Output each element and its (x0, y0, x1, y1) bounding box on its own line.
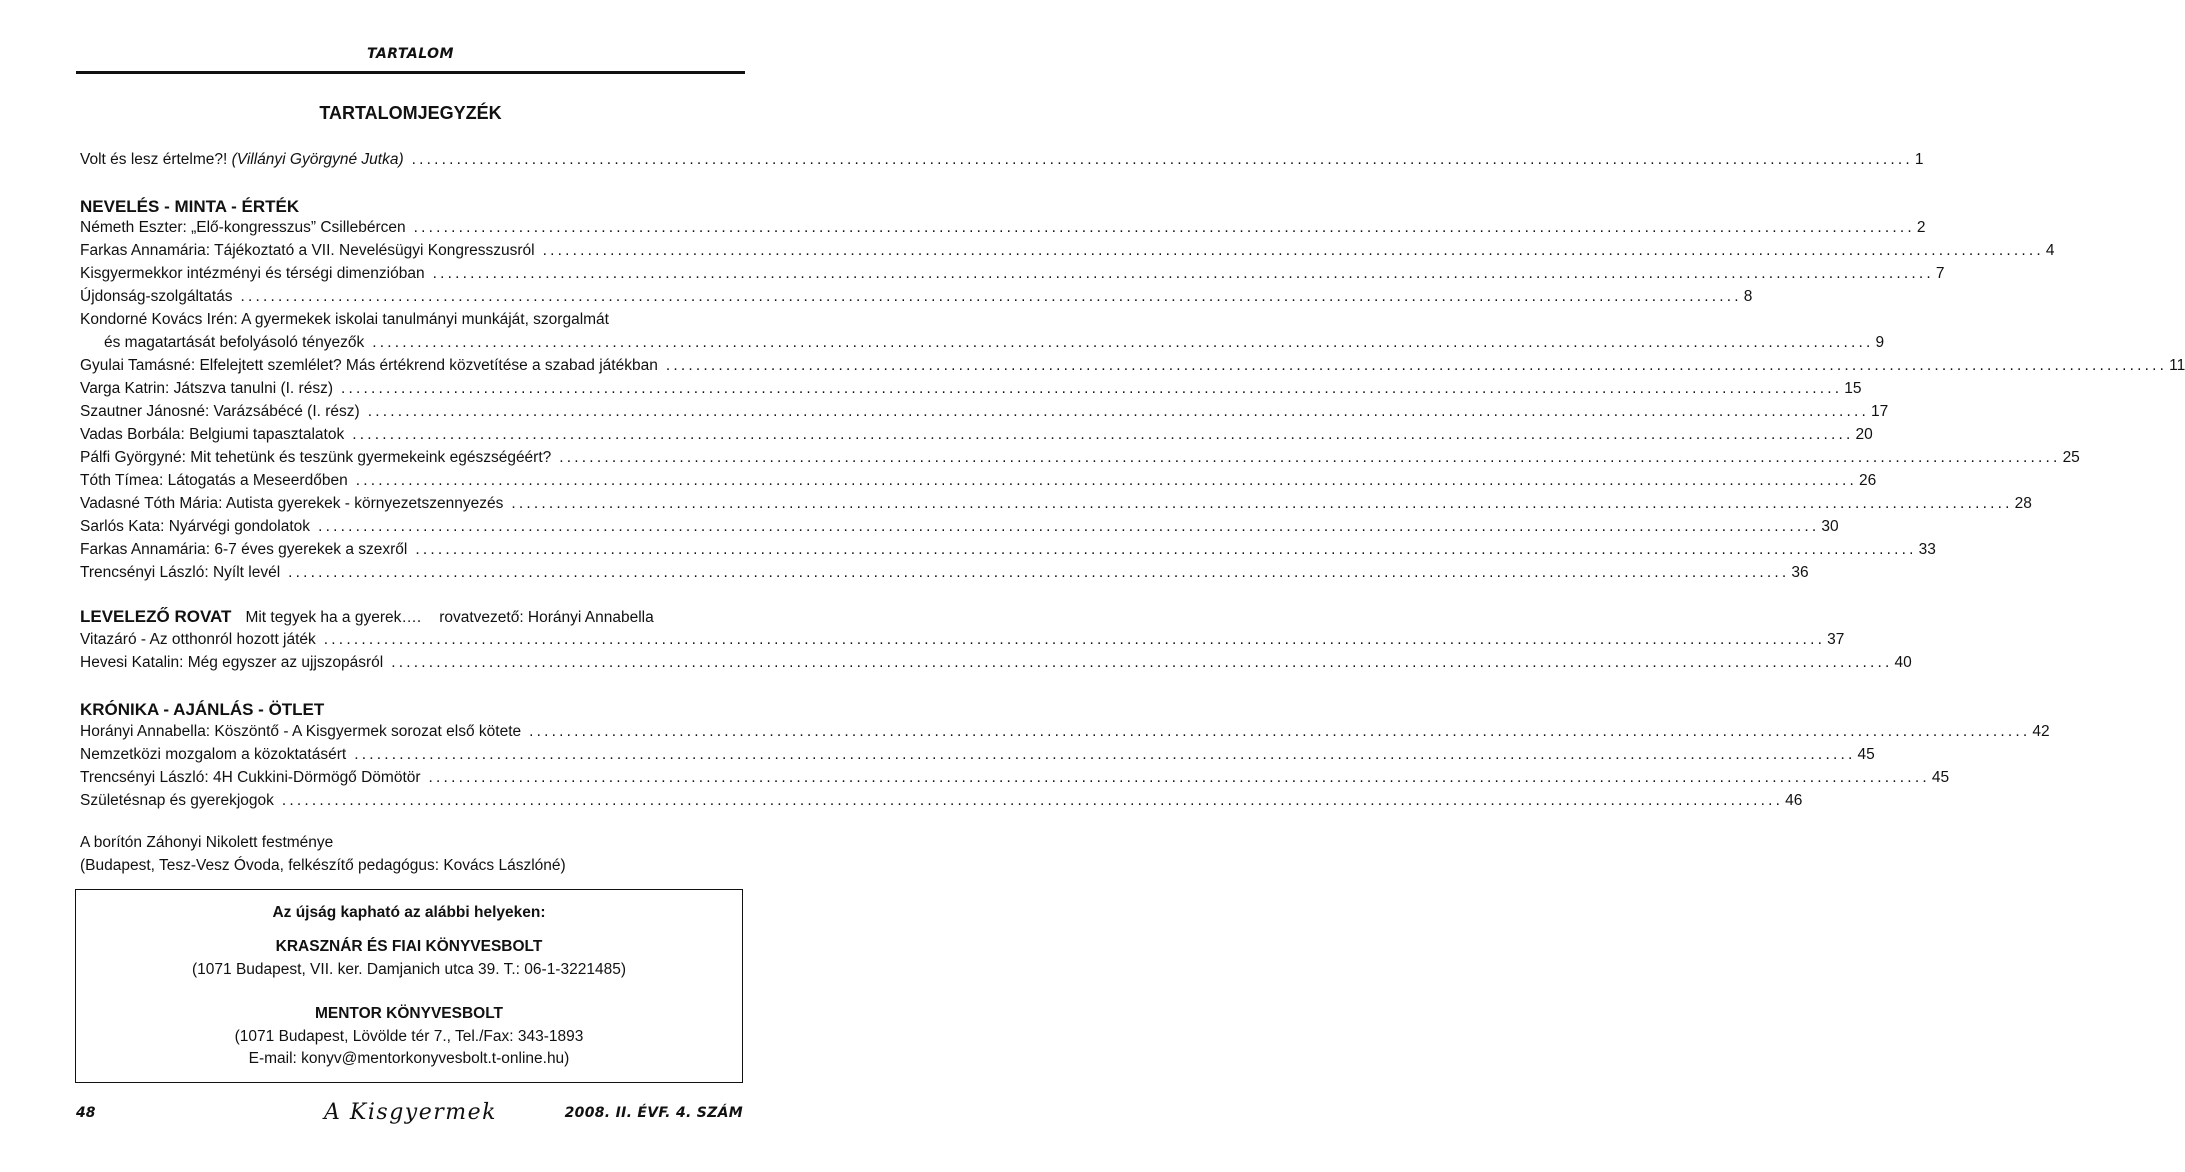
toc-entry-text: Tóth Tímea: Látogatás a Meseerdőben (80, 472, 348, 489)
toc-entry-text: Vadasné Tóth Mária: Autista gyerekek - környezetszennyezés (80, 495, 504, 512)
cover-note-line: A borítón Záhonyi Nikolett festménye (80, 834, 334, 851)
section-editor: rovatvezető: Horányi Annabella (439, 609, 654, 626)
toc-entry-page: 9 (1875, 334, 1885, 351)
store-name: KRASZNÁR ÉS FIAI KÖNYVESBOLT (275, 938, 543, 955)
store-address: (1071 Budapest, VII. ker. Damjanich utca 39. T.: 06-1-3221485) (192, 961, 626, 978)
toc-entry-text-continued: Kondorné Kovács Irén: A gyermekek iskolai tanulmányi munkáját, szorgalmát (80, 311, 609, 328)
toc-entry-page: 1 (1914, 151, 1924, 168)
toc-leader-dots: ........................................................................................................................................................................................................ (355, 472, 1857, 489)
toc-entry-page: 42 (2032, 723, 2050, 740)
page-title: TARTALOMJEGYZÉK (319, 103, 502, 123)
toc-leader-dots: ........................................................................................................................................................................................................ (529, 723, 2031, 740)
toc-entry-page: 20 (1855, 426, 1873, 443)
toc-entry-page: 28 (2014, 495, 2032, 512)
toc-leader-dots: ........................................................................................................................................................................................................ (367, 403, 1869, 420)
header-rule (76, 71, 745, 74)
toc-entry-page: 25 (2062, 449, 2080, 466)
toc-leader-dots: ........................................................................................................................................................................................................ (372, 334, 1874, 351)
toc-entry-text: Szautner Jánosné: Varázsábécé (I. rész) (80, 403, 360, 420)
toc-entry-text: Farkas Annamária: 6-7 éves gyerekek a szexről (80, 541, 408, 558)
toc-entry-page: 37 (1827, 631, 1845, 648)
toc-entry-text (80, 150, 404, 170)
toc-entry (80, 626, 1845, 650)
toc-entry-page: 30 (1821, 518, 1839, 535)
toc-entry-page: 33 (1918, 541, 1936, 558)
toc-leader-dots: ........................................................................................................................................................................................................ (432, 265, 1934, 282)
toc-leader-dots: ........................................................................................................................................................................................................ (413, 219, 1915, 236)
toc-entry-text: Trencsényi László: Nyílt levél (80, 564, 281, 581)
toc-entry (80, 559, 1809, 583)
toc-entry (80, 467, 1877, 491)
toc-leader-dots: ........................................................................................................................................................................................................ (318, 518, 1820, 535)
toc-entry (80, 764, 1950, 788)
toc-entry-text: Hevesi Katalin: Még egyszer az ujjszopásról (80, 654, 384, 671)
page-number: 48 (76, 1105, 96, 1121)
toc-leader-dots: ........................................................................................................................................................................................................ (665, 357, 2168, 374)
journal-name: A Kisgyermek (324, 1100, 497, 1125)
toc-entry (104, 329, 1885, 353)
toc-entry-intro (80, 146, 1924, 170)
toc-entry-text: Nemzetközi mozgalom a közoktatásért (80, 746, 347, 763)
toc-entry (80, 237, 2055, 261)
toc-entry-text: Horányi Annabella: Köszöntő - A Kisgyermek sorozat első kötete (80, 723, 522, 740)
toc-entry-text: Németh Eszter: „Elő-kongresszus” Csillebércen (80, 219, 406, 236)
running-head: TARTALOM (366, 46, 454, 62)
toc-entry-page: 11 (2169, 357, 2185, 374)
section-heading-levelezo (80, 607, 654, 627)
toc-leader-dots: ........................................................................................................................................................................................................ (411, 151, 1913, 168)
toc-entry-page: 15 (1844, 380, 1862, 397)
toc-entry-page: 26 (1858, 472, 1877, 489)
toc-entry (80, 444, 2080, 468)
toc-entry-page: 4 (2045, 242, 2055, 259)
toc-entry (80, 536, 1936, 560)
toc-leader-dots: ........................................................................................................................................................................................................ (415, 541, 1917, 558)
toc-entry-text: és magatartását befolyásoló tényezők (104, 334, 365, 351)
toc-leader-dots: ........................................................................................................................................................................................................ (511, 495, 2013, 512)
cover-note-line: (Budapest, Tesz-Vesz Óvoda, felkészítő pedagógus: Kovács Lászlóné) (80, 857, 566, 874)
toc-leader-dots: ........................................................................................................................................................................................................ (559, 449, 2061, 466)
toc-entry-text: Kisgyermekkor intézményi és térségi dimenzióban (80, 265, 425, 282)
toc-entry (80, 398, 1889, 422)
issue-info: 2008. II. ÉVF. 4. SZÁM (564, 1105, 743, 1121)
toc-entry-text: Vitazáró - Az otthonról hozott játék (80, 631, 316, 648)
toc-leader-dots: ........................................................................................................................................................................................................ (542, 242, 2044, 259)
toc-leader-dots: ........................................................................................................................................................................................................ (428, 769, 1930, 786)
toc-leader-dots: ........................................................................................................................................................................................................ (354, 746, 1856, 763)
toc-entry (80, 283, 1753, 307)
toc-leader-dots: ........................................................................................................................................................................................................ (352, 426, 1854, 443)
toc-entry-text: Születésnap és gyerekjogok (80, 792, 274, 809)
toc-leader-dots: ........................................................................................................................................................................................................ (240, 288, 1742, 305)
section-heading-kronika: KRÓNIKA - AJÁNLÁS - ÖTLET (80, 700, 325, 719)
toc-entry-page: 36 (1791, 564, 1809, 581)
toc-entry-page: 46 (1785, 792, 1803, 809)
toc-entry-text: Vadas Borbála: Belgiumi tapasztalatok (80, 426, 345, 443)
toc-entry-text: Újdonság-szolgáltatás (80, 288, 233, 305)
toc-entry-page: 8 (1743, 288, 1753, 305)
toc-leader-dots: ........................................................................................................................................................................................................ (391, 654, 1893, 671)
toc-entry-page: 2 (1916, 219, 1926, 236)
store-name: MENTOR KÖNYVESBOLT (314, 1005, 504, 1022)
toc-entry (80, 787, 1803, 811)
store-email: E-mail: konyv@mentorkonyvesbolt.t-online.hu) (248, 1050, 570, 1067)
section-heading-neveles: NEVELÉS - MINTA - ÉRTÉK (80, 197, 300, 216)
toc-leader-dots: ........................................................................................................................................................................................................ (340, 380, 1843, 397)
availability-heading: Az újság kapható az alábbi helyeken: (272, 904, 546, 921)
toc-entry-page: 45 (1931, 769, 1950, 786)
toc-entry-text: Pálfi Györgyné: Mit tehetünk és teszünk gyermekeink egészségéért? (80, 449, 552, 466)
section-subtitle: Mit tegyek ha a gyerek…. (245, 609, 422, 626)
toc-entry (80, 260, 1945, 284)
toc-entry-page: 40 (1894, 654, 1912, 671)
toc-entry-title: Volt és lesz értelme?! (80, 151, 232, 168)
toc-entry (80, 421, 1873, 445)
toc-entry (80, 513, 1839, 537)
toc-leader-dots: ........................................................................................................................................................................................................ (288, 564, 1790, 581)
toc-entry-text: Farkas Annamária: Tájékoztató a VII. Nevelésügyi Kongresszusról (80, 242, 535, 259)
toc-entry-author: (Villányi Györgyné Jutka) (231, 151, 404, 168)
store-address: (1071 Budapest, Lövölde tér 7., Tel./Fax: 343-1893 (234, 1028, 584, 1045)
toc-entry (80, 352, 2185, 376)
toc-entry-page: 7 (1935, 265, 1945, 282)
toc-entry-text: Varga Katrin: Játszva tanulni (I. rész) (80, 380, 333, 397)
toc-leader-dots: ........................................................................................................................................................................................................ (323, 631, 1826, 648)
toc-entry-text: Sarlós Kata: Nyárvégi gondolatok (80, 518, 311, 535)
toc-entry-text: Trencsényi László: 4H Cukkini-Dörmögő Dömötör (80, 769, 421, 786)
toc-entry (80, 490, 2032, 514)
toc-entry-page: 45 (1857, 746, 1875, 763)
toc-entry (80, 375, 1862, 399)
availability-box (75, 889, 743, 1083)
toc-entry-text: Gyulai Tamásné: Elfelejtett szemlélet? Más értékrend közvetítése a szabad játékban (80, 357, 658, 374)
toc-entry-page: 17 (1871, 403, 1889, 420)
toc-entry (80, 649, 1912, 673)
section-heading-text: LEVELEZŐ ROVAT (80, 607, 232, 626)
toc-entry (80, 741, 1875, 765)
toc-entry (80, 214, 1926, 238)
toc-entry (80, 718, 2050, 742)
toc-leader-dots: ........................................................................................................................................................................................................ (281, 792, 1784, 809)
